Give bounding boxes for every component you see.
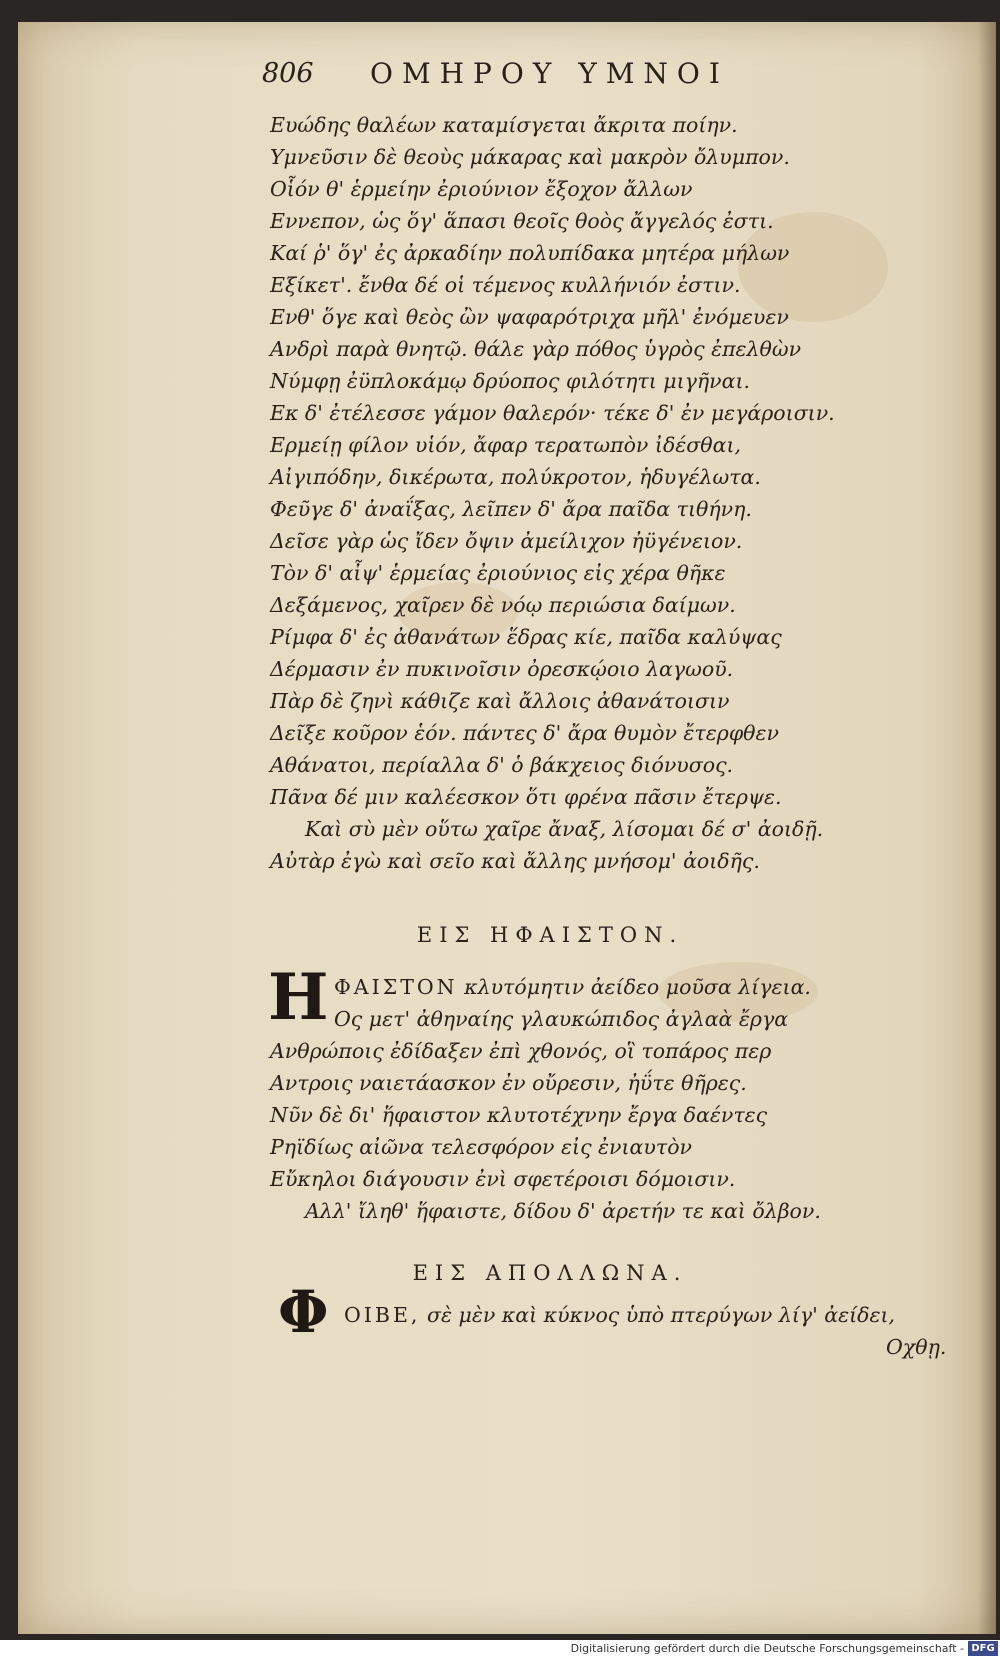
poem-line: Δεῖσε γὰρ ὡς ἴδεν ὄψιν ἀμείλιχον ἠϋγένειον. (270, 529, 743, 553)
poem-line: Οἷόν θ' ἑρμείην ἐριούνιον ἔξοχον ἄλλων (270, 177, 693, 201)
section-heading: ΕΙΣ ΑΠΟΛΛΩΝΑ. (412, 1261, 688, 1285)
poem-line: Καὶ σὺ μὲν οὕτω χαῖρε ἄναξ, λίσομαι δέ σ' ἀοιδῇ. (305, 817, 824, 841)
poem-line: Ερμείῃ φίλον υἱόν, ἄφαρ τερατωπὸν ἰδέσθαι, (270, 433, 742, 457)
poem-line: Δεξάμενος, χαῖρεν δὲ νόῳ περιώσια δαίμων. (270, 593, 736, 617)
poem-line: Ενθ' ὅγε καὶ θεὸς ὢν ψαφαρότριχα μῆλ' ἐνόμευεν (270, 305, 789, 329)
poem-line: Ρίμφα δ' ἐς ἀθανάτων ἕδρας κίε, παῖδα καλύψας (270, 625, 782, 649)
poem-line: Εννεπον, ὡς ὅγ' ἅπασι θεοῖς θοὸς ἄγγελός ἐστι. (270, 209, 774, 233)
first-line-rest: σὲ μὲν καὶ κύκνος ὑπὸ πτερύγων λίγ' ἀείδει, (426, 1303, 896, 1327)
poem-line: Ρηϊδίως αἰῶνα τελεσφόρον εἰς ἐνιαυτὸν (270, 1135, 693, 1159)
section-heading: ΕΙΣ ΗΦΑΙΣΤΟΝ. (416, 923, 684, 947)
poem-line: Αλλ' ἴληθ' ἥφαιστε, δίδου δ' ἀρετήν τε καὶ ὄλβον. (305, 1199, 821, 1223)
poem-line: Ανδρὶ παρὰ θνητῷ. θάλε γὰρ πόθος ὑγρὸς ἐπελθὼν (270, 337, 802, 361)
poem-line: Πᾶνα δέ μιν καλέεσκον ὅτι φρένα πᾶσιν ἔτερψε. (270, 785, 782, 809)
digitization-footer (0, 1640, 1000, 1659)
first-word-caps: ΟΙΒΕ, (344, 1303, 421, 1327)
first-line-rest: κλυτόμητιν ἀείδεο μοῦσα λίγεια. (464, 975, 811, 999)
poem-line: Υμνεῦσιν δὲ θεοὺς μάκαρας καὶ μακρὸν ὄλυμπον. (270, 145, 790, 169)
poem-line: Εξίκετ'. ἔνθα δέ οἱ τέμενος κυλλήνιόν ἐστιν. (270, 273, 741, 297)
poem-line: Αντροις ναιετάασκον ἐν οὔρεσιν, ἠΰτε θῆρες. (270, 1071, 747, 1095)
poem-line: Αὐτὰρ ἐγὼ καὶ σεῖο καὶ ἄλλης μνήσομ' ἀοιδῆς. (270, 849, 760, 873)
poem-line: Ος μετ' ἀθηναίης γλαυκώπιδος ἀγλαὰ ἔργα (334, 1007, 789, 1031)
poem-line: Εκ δ' ἐτέλεσσε γάμον θαλερόν· τέκε δ' ἐν μεγάροισιν. (270, 401, 835, 425)
page-number: 806 (262, 58, 314, 89)
dfg-logo: DFG (968, 1641, 998, 1656)
poem-line: Αθάνατοι, περίαλλα δ' ὁ βάκχειος διόνυσος. (270, 753, 734, 777)
poem-line: Νῦν δὲ δι' ἥφαιστον κλυτοτέχνην ἔργα δαέντες (270, 1103, 768, 1127)
poem-line: Δέρμασιν ἐν πυκινοῖσιν ὀρεσκῴοιο λαγωοῦ. (270, 657, 734, 681)
poem-line: Τὸν δ' αἶψ' ἑρμείας ἐριούνιος εἰς χέρα θῆκε (270, 561, 726, 585)
poem-line (334, 972, 811, 1002)
poem-line: Πὰρ δὲ ζηνὶ κάθιζε καὶ ἄλλοις ἀθανάτοισιν (270, 689, 730, 713)
running-head-title: ΟΜΗΡΟΥ ΥΜΝΟΙ (370, 57, 729, 90)
poem-line: Αἰγιπόδην, δικέρωτα, πολύκροτον, ἡδυγέλωτα. (270, 465, 761, 489)
poem-line: Φεῦγε δ' ἀναΐξας, λεῖπεν δ' ἄρα παῖδα τιθήνη. (270, 497, 752, 521)
poem-line: Καί ῥ' ὅγ' ἐς ἀρκαδίην πολυπίδακα μητέρα μήλων (270, 241, 790, 265)
turnover-word: Οχθῃ. (886, 1335, 947, 1359)
poem-line: Νύμφῃ ἐϋπλοκάμῳ δρύοπος φιλότητι μιγῆναι. (270, 369, 750, 393)
poem-line: Ευώδης θαλέων καταμίσγεται ἄκριτα ποίην. (270, 113, 738, 137)
poem-line: Εὔκηλοι διάγουσιν ἐνὶ σφετέροισι δόμοισιν. (270, 1167, 736, 1191)
poem-line: Δεῖξε κοῦρον ἑόν. πάντες δ' ἄρα θυμὸν ἔτερφθεν (270, 721, 779, 745)
running-head (262, 54, 822, 94)
poem-line (344, 1300, 895, 1330)
poem-line: Ανθρώποις ἐδίδαξεν ἐπὶ χθονός, οἳ τοπάρος περ (270, 1039, 772, 1063)
first-word-caps: ΦΑΙΣΤΟΝ (334, 975, 458, 999)
drop-cap: Φ (278, 1278, 329, 1346)
drop-cap: Η (268, 960, 329, 1035)
funding-credit: Digitalisierung gefördert durch die Deutsche Forschungsgemeinschaft - (570, 1642, 964, 1655)
